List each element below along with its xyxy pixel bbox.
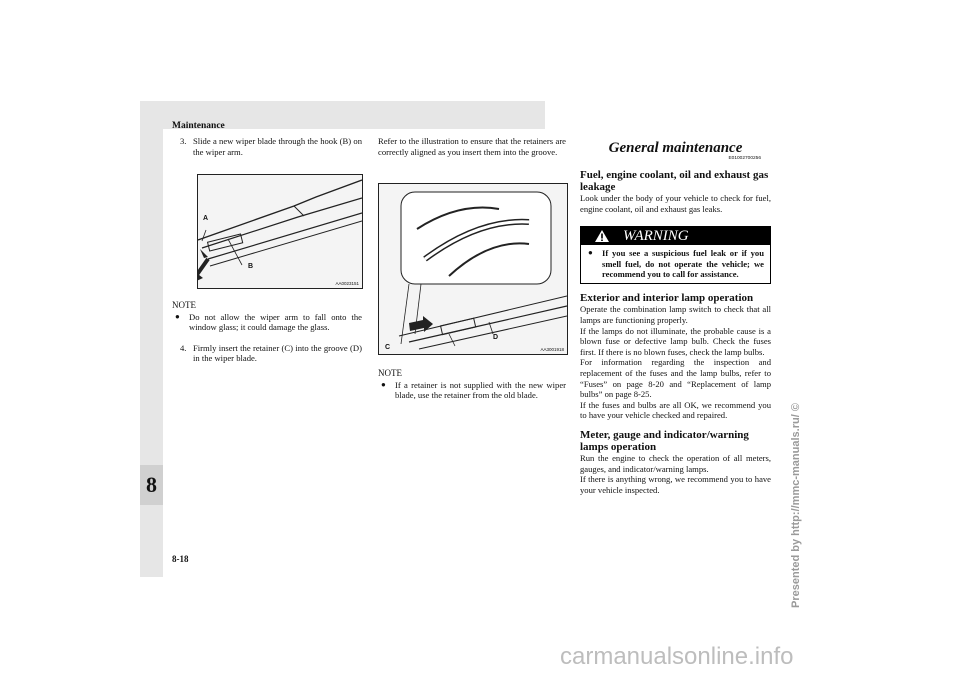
lamp-text [580, 304, 771, 421]
lamp-paragraph-3: For information regarding the inspection and replacement of the fuses and the lamp bulbs, refer to “Fuses” on page 8-20 and “Replacement of lamp bulbs” on page 8-25. [580, 357, 771, 400]
section-code: E01002700256 [728, 156, 761, 161]
step-3 [180, 136, 362, 157]
step-3-text: Slide a new wiper blade through the hook (B) on the wiper arm. [193, 136, 362, 157]
note-heading: NOTE [378, 368, 402, 378]
lamp-paragraph-4: If the fuses and bulbs are all OK, we recommend you to have your vehicle checked and repaired. [580, 399, 771, 421]
section-title: General maintenance [608, 140, 743, 156]
meter-paragraph-2: If there is anything wrong, we recommend you to have your vehicle inspected. [580, 474, 771, 495]
column-3 [580, 140, 771, 495]
bullet-icon: ● [588, 248, 593, 258]
page-number: 8-18 [172, 554, 189, 564]
side-band [140, 129, 163, 577]
figure-label-a: A [203, 215, 209, 222]
figure-label-d: D [493, 334, 499, 341]
fuel-heading: Fuel, engine coolant, oil and exhaust gas leakage [580, 169, 769, 193]
note-item [378, 380, 566, 401]
meter-text [580, 453, 771, 495]
warning-bar [581, 227, 770, 245]
lamp-paragraph-1: Operate the combination lamp switch to check that all lamps are functioning properly. [580, 304, 771, 326]
warning-box [580, 226, 771, 284]
column-2-note [378, 368, 566, 401]
meter-heading: Meter, gauge and indicator/warning lamps operation [580, 429, 749, 453]
fuel-text: Look under the body of your vehicle to check for fuel, engine coolant, oil and exhaust gas leaks. [580, 193, 771, 214]
figure-label-c: C [385, 344, 391, 351]
step-3-number: 3. [180, 136, 187, 146]
warning-text: If you see a suspicious fuel leak or if you smell fuel, do not operate the vehicle; we recommend you to call for assistance. [602, 248, 764, 280]
figure-code: AA0023151 [335, 281, 359, 286]
header-title: Maintenance [172, 121, 225, 131]
column-2-intro: Refer to the illustration to ensure that the retainers are correctly aligned as you insert them into the groove. [378, 136, 566, 157]
figure-wiper-hook [197, 174, 363, 289]
warning-title: WARNING [623, 227, 689, 244]
lamp-paragraph-2: If the lamps do not illuminate, the probable cause is a blown fuse or defective lamp bulb. Check the fuses first. If there is no blown fuses, check the lamp bulbs. [580, 325, 771, 357]
figure-retainer [378, 183, 568, 355]
note-text: Do not allow the wiper arm to fall onto the window glass; it could damage the glass. [189, 311, 362, 333]
step-4 [172, 343, 362, 364]
wiper-hook-illustration [198, 175, 362, 288]
bullet-icon: ● [175, 311, 180, 321]
column-1-lower [172, 300, 362, 364]
warning-triangle-icon [581, 230, 623, 242]
bullet-icon: ● [381, 379, 386, 389]
warning-item [581, 245, 770, 283]
section-header [580, 140, 771, 157]
figure-code: AA3001918 [540, 347, 564, 352]
step-4-number: 4. [180, 342, 187, 353]
vertical-watermark: Presented by http://mmc-manuals.ru/ © [790, 403, 802, 608]
note-item [172, 312, 362, 333]
footer-watermark: carmanualsonline.info [560, 643, 794, 670]
meter-paragraph-1: Run the engine to check the operation of all meters, gauges, and indicator/warning lamps. [580, 453, 771, 474]
chapter-tab: 8 [140, 465, 163, 505]
retainer-illustration [379, 184, 567, 354]
note-text: If a retainer is not supplied with the new wiper blade, use the retainer from the old blade. [395, 379, 566, 401]
figure-label-b: B [248, 263, 254, 270]
note-heading: NOTE [172, 300, 196, 310]
column-1 [180, 136, 362, 157]
lamp-heading: Exterior and interior lamp operation [580, 291, 754, 304]
step-4-text: Firmly insert the retainer (C) into the groove (D) in the wiper blade. [193, 342, 362, 364]
